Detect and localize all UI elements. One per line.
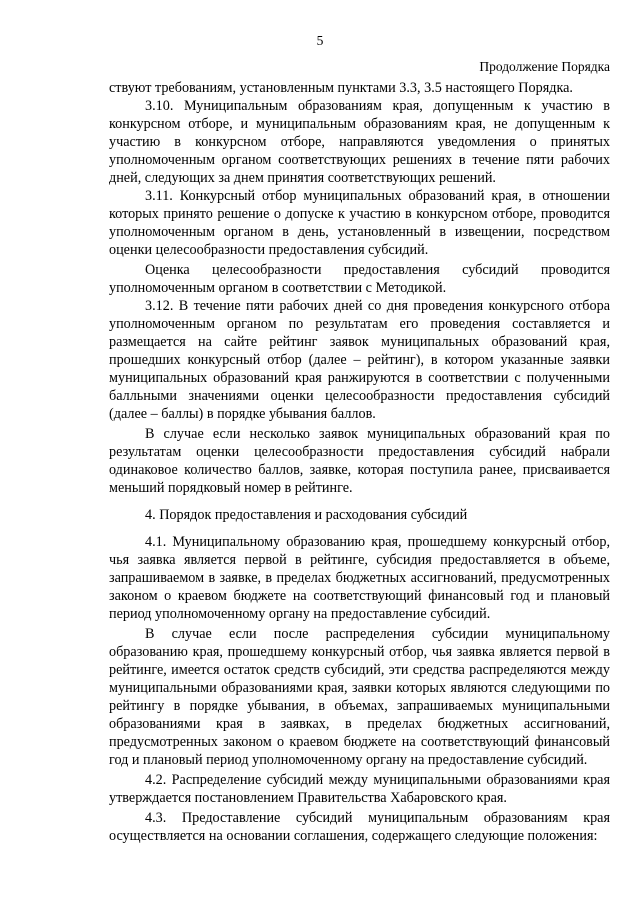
paragraph-assessment: Оценка целесообразности предоставления субсидий проводится уполномоченным органом в соответствии с Методикой. <box>109 262 610 296</box>
running-header: Продолжение Порядка <box>479 59 610 74</box>
paragraph-remaining-funds: В случае если после распределения субсидии муниципальному образованию края, прошедшему конкурсный отбор, чья заявка является первой в рейтинге, имеется остаток средств субсидий, эти средства распределяются между муниципальными образованиями края, заявки которых являются следующими по рейтингу в порядке убывания, в объемах, запрашиваемых муниципальными образованиями края в заявках, в пределах бюджетных ассигнований, предусмотренных законом о краевом бюджете на соответствующий финансовый год и плановый период уполномоченному органу на предоставление субсидий. <box>109 626 610 768</box>
paragraph-4-1: 4.1. Муниципальному образованию края, прошедшему конкурсный отбор, чья заявка является первой в рейтинге, субсидия предоставляется в объеме, запрашиваемом в заявке, в пределах бюджетных ассигнований, предусмотренных законом о краевом бюджете на соответствующий финансовый год и плановый период уполномоченному органу на предоставление субсидий. <box>109 534 610 622</box>
paragraph-3-10: 3.10. Муниципальным образованиям края, допущенным к участию в конкурсном отборе, и муниципальным образованиям края, не допущенным к участию в конкурсном отборе, направляются уведомления о принятых уполномоченным органом соответствующих решениях в течение пяти рабочих дней, следующих за днем принятия соответствующих решений. <box>109 98 610 186</box>
paragraph-3-12: 3.12. В течение пяти рабочих дней со дня проведения конкурсного отбора уполномоченным органом по результатам его проведения составляется и размещается на сайте рейтинг заявок муниципальных образований края, прошедших конкурсный отбор (далее – рейтинг), в котором указанные заявки муниципальных образований края ранжируются в соответствии с полученными балльными значениями оценки целесообразности предоставления субсидий (далее – баллы) в порядке убывания баллов. <box>109 298 610 422</box>
page-number: 5 <box>316 33 324 48</box>
paragraph-continuation: ствуют требованиям, установленным пунктами 3.3, 3.5 настоящего Порядка. <box>109 80 573 96</box>
paragraph-4-2: 4.2. Распределение субсидий между муниципальными образованиями края утверждается постановлением Правительства Хабаровского края. <box>109 772 610 806</box>
section-heading-4: 4. Порядок предоставления и расходования субсидий <box>145 507 468 523</box>
paragraph-3-11: 3.11. Конкурсный отбор муниципальных образований края, в отношении которых принято решение о допуске к участию в конкурсном отборе, проводится уполномоченным органом в день, установленный в извещении, посредством оценки целесообразности предоставления субсидий. <box>109 188 610 258</box>
paragraph-4-3: 4.3. Предоставление субсидий муниципальным образованиям края осуществляется на основании соглашения, содержащего следующие положения: <box>109 810 610 844</box>
document-body <box>109 79 610 845</box>
paragraph-equal-scores: В случае если несколько заявок муниципальных образований края по результатам оценки целесообразности предоставления субсидий набрали одинаковое количество баллов, заявке, которая поступила ранее, присваивается меньший порядковый номер в рейтинге. <box>109 426 610 496</box>
